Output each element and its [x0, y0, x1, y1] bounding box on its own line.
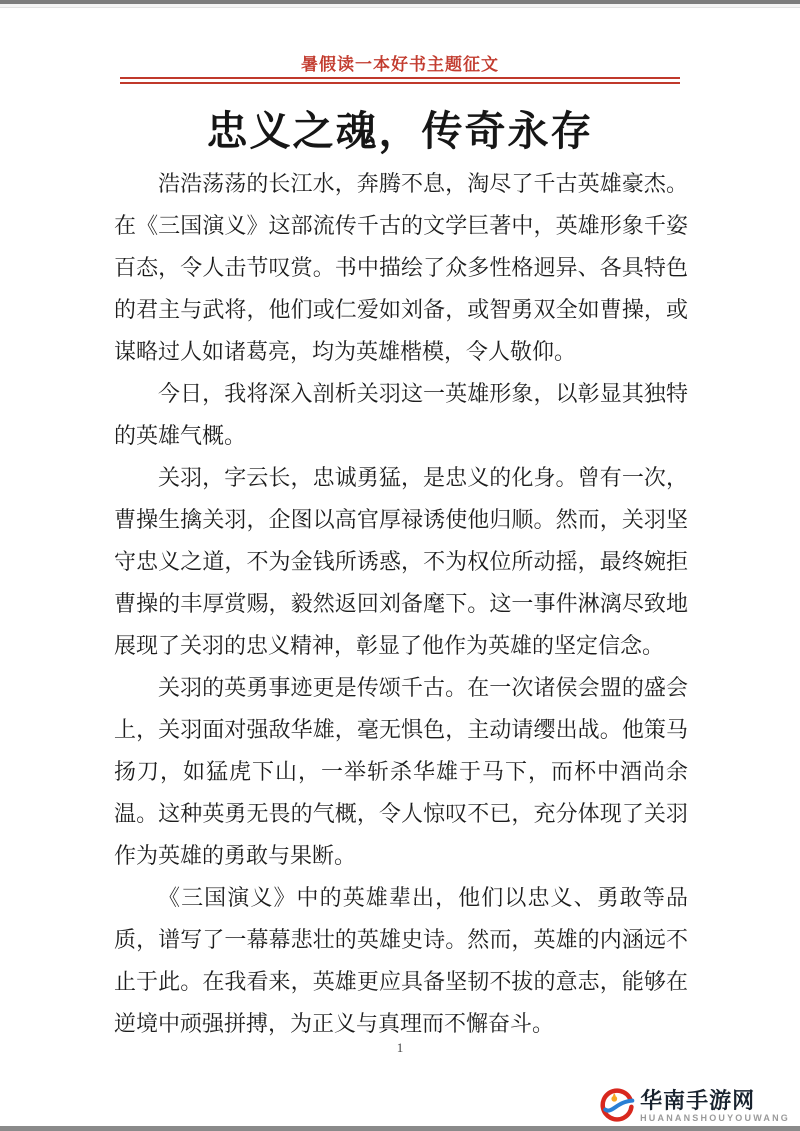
essay-paragraph: 关羽，字云长，忠诚勇猛，是忠义的化身。曾有一次，曹操生擒关羽，企图以高官厚禄诱使他归顺。然而，关羽坚守忠义之道，不为金钱所诱惑，不为权位所动摇，最终婉拒曹操的丰厚赏赐，毅然返回刘备麾下。这一事件淋漓尽致地展现了关羽的忠义精神，彰显了他作为英雄的坚定信念。 [114, 465, 688, 658]
essay-title: 忠义之魂，传奇永存 [206, 108, 594, 154]
circle-swoosh-logo-icon [599, 1088, 635, 1124]
site-watermark [599, 1088, 790, 1124]
page-header-title: 暑假读一本好书主题征文 [301, 55, 499, 74]
essay-body [114, 163, 688, 1045]
watermark-site-name: 华南手游网 [640, 1087, 756, 1113]
watermark-text-block [640, 1089, 790, 1124]
bottom-frame-bar [0, 1126, 800, 1131]
essay-paragraph: 浩浩荡荡的长江水，奔腾不息，淘尽了千古英雄豪杰。在《三国演义》这部流传千古的文学巨著中，英雄形象千姿百态，令人击节叹赏。书中描绘了众多性格迥异、各具特色的君主与武将，他们或仁爱如刘备，或智勇双全如曹操，或谋略过人如诸葛亮，均为英雄楷模，令人敬仰。 [114, 171, 688, 364]
page-number: 1 [396, 1040, 404, 1055]
watermark-site-name-latin: HUANANSHOUYOUWANG [640, 1112, 790, 1123]
header-double-rule [120, 77, 680, 84]
top-frame-shadow [0, 4, 800, 8]
essay-paragraph: 《三国演义》中的英雄辈出，他们以忠义、勇敢等品质，谱写了一幕幕悲壮的英雄史诗。然而，英雄的内涵远不止于此。在我看来，英雄更应具备坚韧不拔的意志，能够在逆境中顽强拼搏，为正义与真理而不懈奋斗。 [114, 885, 688, 1036]
essay-paragraph: 关羽的英勇事迹更是传颂千古。在一次诸侯会盟的盛会上，关羽面对强敌华雄，毫无惧色，主动请缨出战。他策马扬刀，如猛虎下山，一举斩杀华雄于马下，而杯中酒尚余温。这种英勇无畏的气概，令人惊叹不已，充分体现了关羽作为英雄的勇敢与果断。 [114, 675, 688, 868]
essay-paragraph: 今日，我将深入剖析关羽这一英雄形象，以彰显其独特的英雄气概。 [114, 381, 688, 448]
